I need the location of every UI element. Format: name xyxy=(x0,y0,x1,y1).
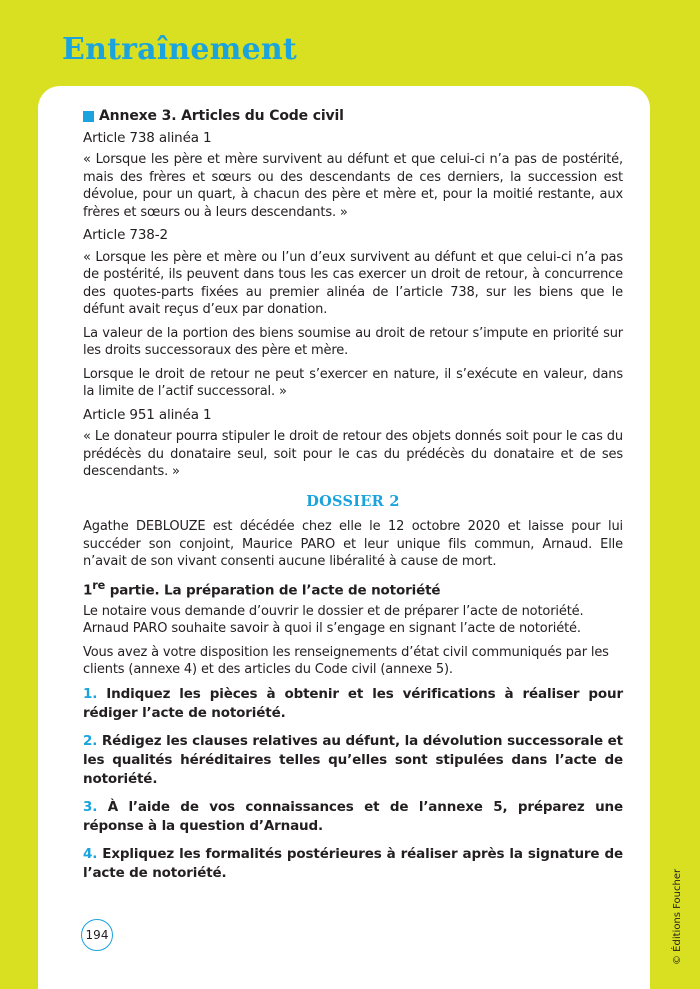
article-paragraph: « Lorsque les père et mère ou l’un d’eux survivent au défunt et que celui-ci n’a pas de postérité, ils peuvent dans tous les cas exercer un droit de retour, à concurrence des quotes-parts fixées au premier alinéa de l’article 738, sur les biens que le défunt avait reçus d’eux par donation. xyxy=(83,249,623,317)
question-item xyxy=(83,732,623,789)
question-item xyxy=(83,798,623,836)
question-text: Expliquez les formalités postérieures à réaliser après la signature de l’acte de notoriété. xyxy=(83,845,623,881)
page-number: 194 xyxy=(81,919,113,951)
question-text: Indiquez les pièces à obtenir et les vérifications à réaliser pour rédiger l’acte de notoriété. xyxy=(83,685,623,721)
article-paragraph: Lorsque le droit de retour ne peut s’exercer en nature, il s’exécute en valeur, dans la limite de l’actif successoral. » xyxy=(83,366,623,399)
article-paragraph: « Le donateur pourra stipuler le droit de retour des objets donnés soit pour le cas du prédécès du donataire seul, soit pour le cas du prédécès du donataire et de ses descendants. » xyxy=(83,429,623,479)
page-title: Entraînement xyxy=(62,32,297,67)
part-paragraph: Le notaire vous demande d’ouvrir le dossier et de préparer l’acte de notoriété. Arnaud PARO souhaite savoir à quoi il s’engage en signant l’acte de notoriété. xyxy=(83,603,584,636)
question-number: 4. xyxy=(83,845,98,862)
page-content xyxy=(83,108,623,892)
annex-heading xyxy=(83,108,623,126)
dossier-title: DOSSIER 2 xyxy=(306,492,400,510)
question-item xyxy=(83,845,623,883)
article-title: Article 951 alinéa 1 xyxy=(83,406,212,423)
question-number: 1. xyxy=(83,685,98,702)
article-title: Article 738 alinéa 1 xyxy=(83,129,212,146)
question-number: 2. xyxy=(83,732,98,749)
dossier-intro: Agathe DEBLOUZE est décédée chez elle le 12 octobre 2020 et laisse pour lui succéder son conjoint, Maurice PARO et leur unique fils commun, Arnaud. Elle n’avait de son vivant consenti aucune libéralité à cause de mort. xyxy=(83,519,623,569)
article-paragraph: « Lorsque les père et mère survivent au défunt et que celui-ci n’a pas de postérité, mais des frères et sœurs ou des descendants de ces derniers, la succession est dévolue, pour un quart, à chacun des père et mère et, pour la moitié restante, aux frères et sœurs ou à leurs descendants. » xyxy=(83,152,623,220)
part-paragraph: Vous avez à votre disposition les renseignements d’état civil communiqués par les clients (annexe 4) et des articles du Code civil (annexe 5). xyxy=(83,644,609,677)
part-number-suffix: re xyxy=(92,578,106,592)
part-title-text: partie. La préparation de l’acte de notoriété xyxy=(105,582,441,598)
article-paragraph: La valeur de la portion des biens soumise au droit de retour s’impute en priorité sur les droits successoraux des père et mère. xyxy=(83,325,623,358)
question-item xyxy=(83,685,623,723)
article-title: Article 738-2 xyxy=(83,227,168,243)
question-number: 3. xyxy=(83,798,98,815)
question-text: À l’aide de vos connaissances et de l’annexe 5, préparez une réponse à la question d’Arnaud. xyxy=(83,798,623,834)
annex-heading-text: Annexe 3. Articles du Code civil xyxy=(99,108,344,124)
copyright-notice: © Éditions Foucher xyxy=(672,868,683,965)
square-bullet-icon xyxy=(83,111,94,122)
part-title xyxy=(83,577,623,600)
part-number: 1 xyxy=(83,582,93,598)
question-text: Rédigez les clauses relatives au défunt, la dévolution successorale et les qualités héréditaires telles qu’elles sont stipulées dans l’acte de notoriété. xyxy=(83,732,623,787)
